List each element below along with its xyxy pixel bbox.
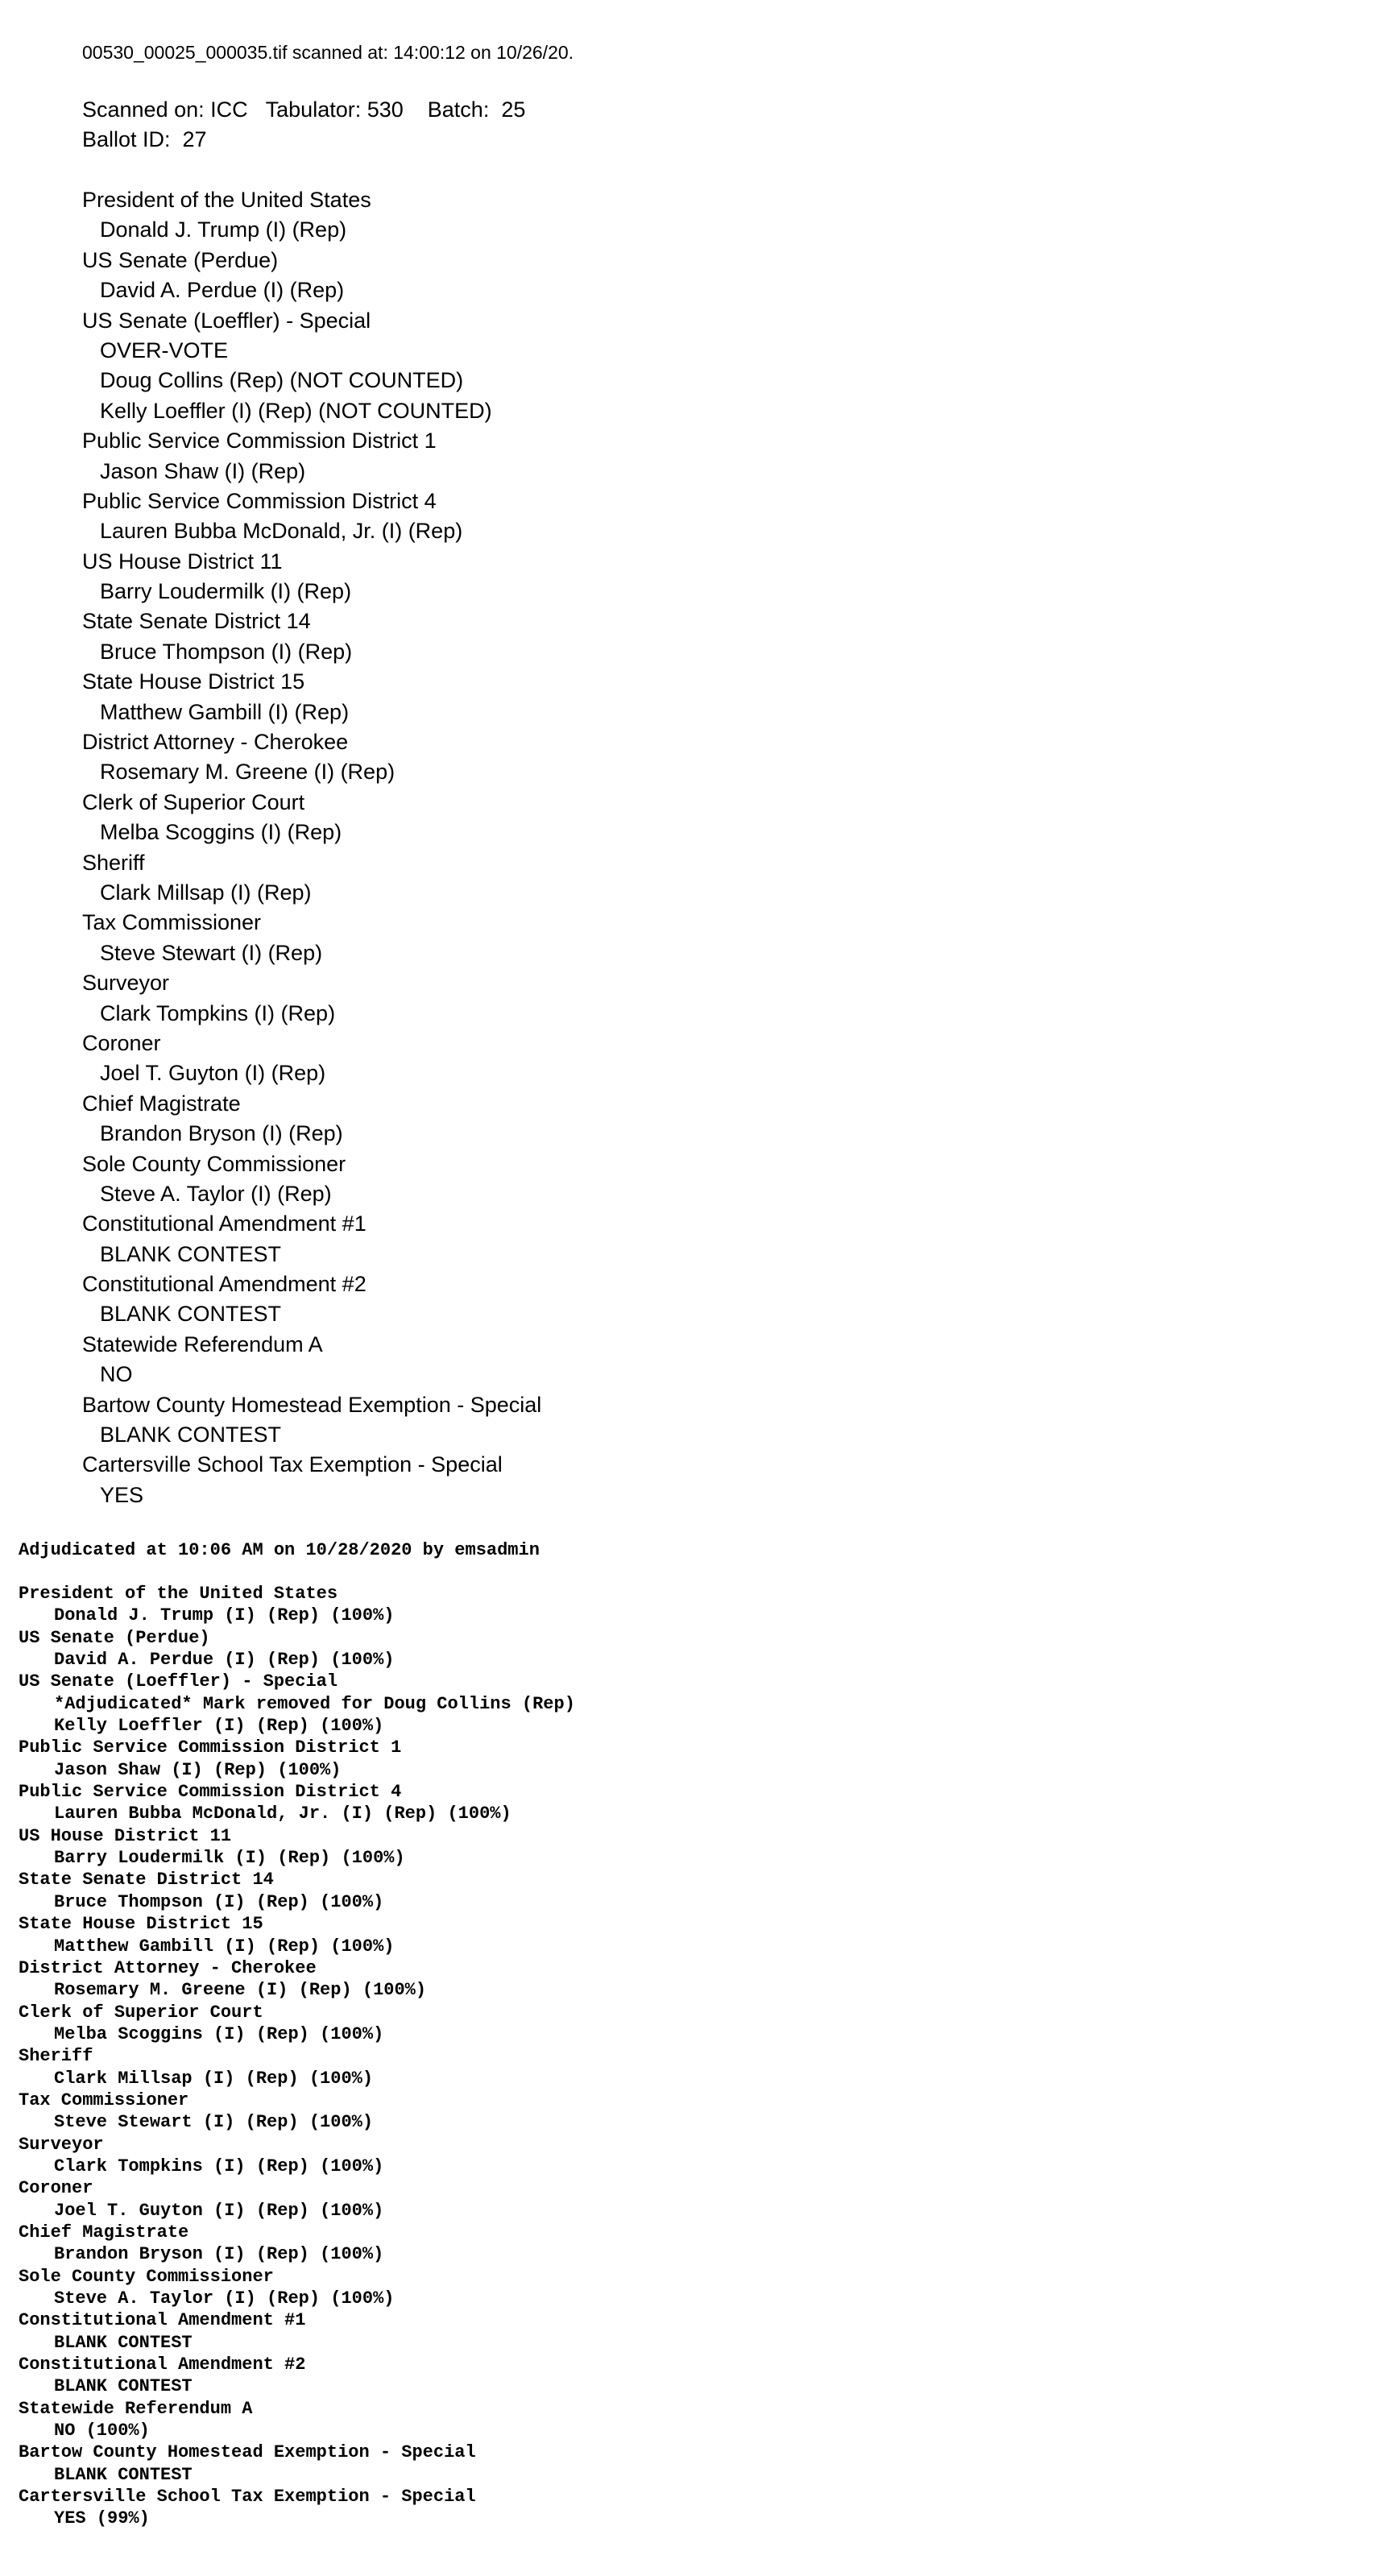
contest-name: Coroner [19,2178,93,2199]
contest-choice: NO (100%) [54,2421,150,2441]
contest-name: State House District 15 [82,669,305,694]
contest-name: District Attorney - Cherokee [19,1957,317,1978]
contest-name: Coroner [82,1030,161,1055]
contest-choice: Barry Loudermilk (I) (Rep) [100,579,352,604]
contest-choice: Clark Tompkins (I) (Rep) [100,1000,336,1025]
contest-name: State Senate District 14 [19,1870,274,1891]
ballot-id-line: Ballot ID: 27 [82,127,207,151]
contest-choice: Clark Millsap (I) (Rep) [100,880,312,905]
contest-choice: BLANK CONTEST [100,1241,282,1266]
contest-name: Statewide Referendum A [19,2398,253,2419]
contest-choice: Clark Tompkins (I) (Rep) (100%) [54,2156,384,2176]
contest-name: Cartersville School Tax Exemption - Special [82,1452,503,1477]
contest-name: Public Service Commission District 1 [19,1737,402,1758]
spacer [82,155,1290,185]
contest-choice: Kelly Loeffler (I) (Rep) (NOT COUNTED) [100,398,492,423]
contest-choice: Jason Shaw (I) (Rep) (100%) [54,1759,342,1780]
adjudicated-contest-list [19,1583,1348,2530]
contest-name: US House District 11 [82,549,283,574]
contest-choice: Matthew Gambill (I) (Rep) [100,699,350,724]
contest-name: Constitutional Amendment #2 [82,1272,367,1297]
contest-choice: Melba Scoggins (I) (Rep) [100,820,342,845]
contest-name: Cartersville School Tax Exemption - Special [19,2487,476,2508]
contest-name: Clerk of Superior Court [82,789,305,814]
contest-choice: Joel T. Guyton (I) (Rep) (100%) [54,2200,384,2221]
contest-name: District Attorney - Cherokee [82,730,349,755]
contest-choice: Brandon Bryson (I) (Rep) [100,1121,343,1146]
contest-choice: David A. Perdue (I) (Rep) [100,278,345,303]
contest-choice: YES [100,1482,144,1507]
contest-choice: Lauren Bubba McDonald, Jr. (I) (Rep) (100%) [54,1804,511,1824]
contest-choice: David A. Perdue (I) (Rep) (100%) [54,1650,395,1671]
contest-choice: Bruce Thompson (I) (Rep) (100%) [54,1891,384,1912]
contest-name: Constitutional Amendment #1 [82,1211,367,1236]
file-scan-line: 00530_00025_000035.tif scanned at: 14:00:12 on 10/26/20. [82,42,574,63]
contest-choice: BLANK CONTEST [100,1423,282,1447]
contest-choice: *Adjudicated* Mark removed for Doug Collins (Rep) [54,1693,575,1714]
contest-choice: Matthew Gambill (I) (Rep) (100%) [54,1936,395,1957]
contest-name: Statewide Referendum A [82,1331,323,1356]
contest-choice: Rosemary M. Greene (I) (Rep) (100%) [54,1980,427,2001]
contest-choice: Jason Shaw (I) (Rep) [100,458,306,483]
adjudication-section [19,1539,1348,2530]
adjudication-title: Adjudicated at 10:06 AM on 10/28/2020 by emsadmin [19,1540,540,1560]
contest-choice: Joel T. Guyton (I) (Rep) [100,1061,326,1086]
contest-choice: Steve Stewart (I) (Rep) [100,940,323,965]
contest-name: Tax Commissioner [19,2089,189,2110]
contest-name: Clerk of Superior Court [19,2002,263,2023]
contest-choice: BLANK CONTEST [54,2376,193,2397]
contest-name: President of the United States [19,1584,338,1604]
contest-choice: NO [100,1362,133,1387]
contest-name: Sole County Commissioner [82,1151,346,1176]
contest-name: Sole County Commissioner [19,2266,274,2287]
contest-choice: Melba Scoggins (I) (Rep) (100%) [54,2023,384,2044]
contest-name: Public Service Commission District 4 [19,1782,402,1803]
contest-name: US House District 11 [19,1825,232,1846]
contest-choice: Clark Millsap (I) (Rep) (100%) [54,2068,374,2089]
contest-choice: YES (99%) [54,2508,150,2529]
contest-name: Sheriff [82,850,145,875]
contest-name: Sheriff [19,2046,93,2067]
contest-name: US Senate (Perdue) [19,1627,210,1648]
contest-choice: Doug Collins (Rep) (NOT COUNTED) [100,368,464,393]
contest-choice: BLANK CONTEST [54,2464,193,2485]
contest-name: Tax Commissioner [82,910,262,935]
scan-info-line: Scanned on: ICC Tabulator: 530 Batch: 25 [82,97,526,122]
contest-name: Surveyor [19,2134,104,2155]
contest-choice: Steve Stewart (I) (Rep) (100%) [54,2112,374,2133]
contest-name: Public Service Commission District 4 [82,488,437,513]
scanned-ballot-section [82,39,1290,1510]
contest-name: Bartow County Homestead Exemption - Special [19,2442,476,2463]
contest-choice: BLANK CONTEST [54,2332,193,2353]
contest-name: US Senate (Loeffler) - Special [82,308,371,333]
contest-choice: Lauren Bubba McDonald, Jr. (I) (Rep) [100,519,463,544]
contest-name: Public Service Commission District 1 [82,429,437,453]
contest-choice: OVER-VOTE [100,338,229,362]
contest-name: President of the United States [82,188,371,212]
contest-choice: Donald J. Trump (I) (Rep) [100,217,347,242]
contest-name: Surveyor [82,971,170,996]
contest-name: US Senate (Loeffler) - Special [19,1671,338,1692]
contest-choice: Brandon Bryson (I) (Rep) (100%) [54,2244,384,2265]
contest-choice: Steve A. Taylor (I) (Rep) (100%) [54,2288,395,2309]
contest-name: State Senate District 14 [82,609,311,634]
contest-name: Constitutional Amendment #2 [19,2354,306,2375]
contest-choice: Kelly Loeffler (I) (Rep) (100%) [54,1716,384,1737]
contest-choice: Bruce Thompson (I) (Rep) [100,639,353,664]
contest-name: Constitutional Amendment #1 [19,2310,306,2331]
contest-name: Chief Magistrate [82,1091,241,1116]
contest-choice: Rosemary M. Greene (I) (Rep) [100,760,396,785]
contest-name: State House District 15 [19,1914,263,1935]
contest-name: Chief Magistrate [19,2222,189,2243]
contest-name: Bartow County Homestead Exemption - Special [82,1392,542,1417]
contest-choice: Barry Loudermilk (I) (Rep) (100%) [54,1848,405,1869]
contest-choice: Donald J. Trump (I) (Rep) (100%) [54,1605,395,1626]
contest-choice: Steve A. Taylor (I) (Rep) [100,1181,332,1206]
contest-name: US Senate (Perdue) [82,247,279,272]
scanned-contest-list [82,185,1290,1510]
contest-choice: BLANK CONTEST [100,1302,282,1327]
